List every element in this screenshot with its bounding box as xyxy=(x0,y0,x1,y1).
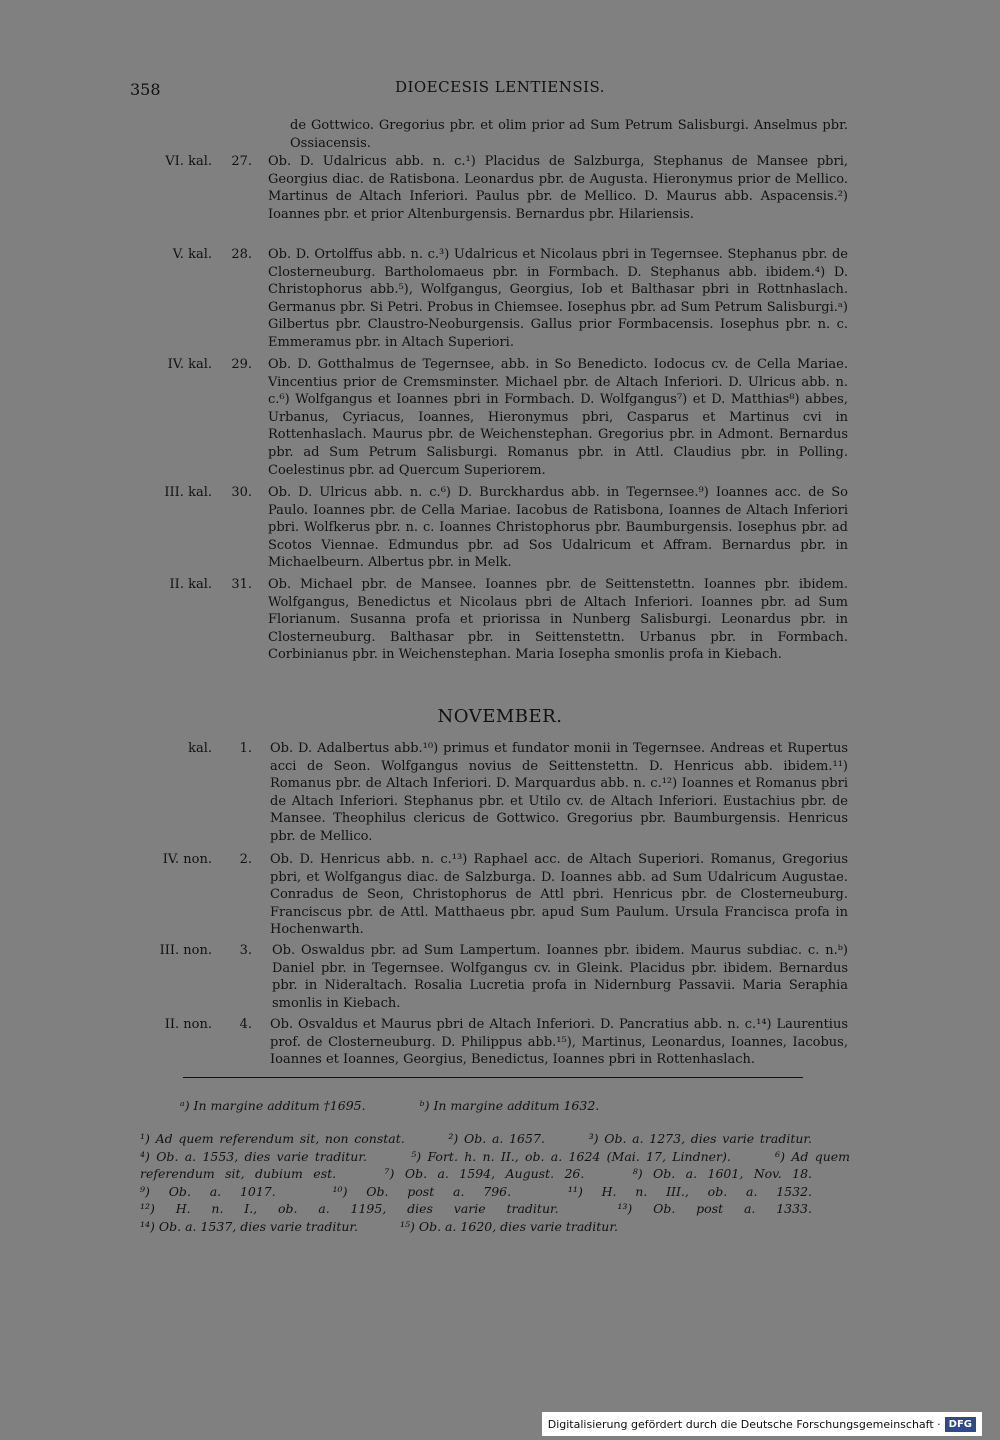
entry-date-label: V. kal. xyxy=(172,247,212,262)
entry-date-label: kal. xyxy=(188,741,212,756)
entry-day-number: 3. xyxy=(239,943,252,958)
entry-text: Ob. D. Udalricus abb. n. c.¹) Placidus de Salzburga, Stephanus de Mansee pbri, Georgius diac. de Ratisbona. Leonardus pbr. de Augusta. Hieronymus prior de Mellico. Martinus de Altach Inferiori. Paulus pbr. de Mellico. D. Maurus abb. Aspacensis.²) Ioannes pbr. et prior Altenburgensis. Bernardus pbr. Hilariensis. xyxy=(268,154,848,222)
footnote-10: ¹⁰) Ob. post a. 796. xyxy=(332,1183,512,1199)
entry-date-label: III. kal. xyxy=(164,485,212,500)
entry-text: Ob. Michael pbr. de Mansee. Ioannes pbr. de Seittenstettn. Ioannes pbr. ibidem. Wolfgangus, Benedictus et Nicolaus pbri de Altach Inferiori. Ioannes pbr. ad Sum Florianum. Susanna profa et priorissa in Nunberg Salisburgi. Leonardus pbr. in Closterneuburg. Balthasar pbr. in Seittenstettn. Urbanus pbr. in Formbach. Corbinianus pbr. in Weichenstephan. Maria Iosepha smonlis profa in Kiebach. xyxy=(268,577,848,663)
footnote-5: ⁵) Fort. h. n. II., ob. a. 1624 (Mai. 17, Lindner). xyxy=(411,1148,731,1164)
footnote-15: ¹⁵) Ob. a. 1620, dies varie traditur. xyxy=(399,1218,618,1234)
footnote-b: ᵇ) In margine additum 1632. xyxy=(419,1098,600,1113)
entry-date-label: II. kal. xyxy=(169,577,212,592)
entry-day-number: 4. xyxy=(239,1017,252,1032)
footnote-3: ³) Ob. a. 1273, dies varie traditur. xyxy=(588,1131,812,1146)
footnote-1: ¹) Ad quem referendum sit, non constat. xyxy=(140,1131,405,1146)
footnote-a: ᵃ) In margine additum †1695. xyxy=(180,1098,366,1113)
entry-date-label: VI. kal. xyxy=(165,154,212,169)
footnote-6: ⁶) Ad quem referendum sit, dubium est. xyxy=(140,1148,850,1182)
footnote-13: ¹³) Ob. post a. 1333. xyxy=(617,1201,812,1217)
entry-date-label: IV. non. xyxy=(162,852,212,867)
entry-day-number: 29. xyxy=(231,357,252,372)
funding-text: Digitalisierung gefördert durch die Deutsche Forschungsgemeinschaft · xyxy=(547,1417,941,1431)
footnote-divider xyxy=(183,1077,803,1078)
entry-day-number: 31. xyxy=(231,577,252,592)
dfg-logo: DFG xyxy=(945,1417,976,1432)
footnote-12: ¹²) H. n. I., ob. a. 1195, dies varie traditur. xyxy=(140,1201,559,1217)
entry-date-label: IV. kal. xyxy=(167,357,212,372)
entry-text: Ob. D. Henricus abb. n. c.¹³) Raphael acc. de Altach Superiori. Romanus, Gregorius pbri, et Wolfgangus diac. de Salzburga. D. Ioannes abb. ad Sum Udalricum Augustae. Conradus de Seon, Christophorus de Attl pbri. Henricus pbr. de Closterneuburg. Franciscus pbr. de Attl. Matthaeus pbr. apud Sum Paulum. Ursula Francisca profa in Hochenwarth. xyxy=(270,852,848,938)
running-head: DIOECESIS LENTIENSIS. xyxy=(394,78,606,96)
entry-text: Ob. Oswaldus pbr. ad Sum Lampertum. Ioannes pbr. ibidem. Maurus subdiac. c. n.ᵇ) Daniel pbr. in Tegernsee. Wolfgangus cv. in Gleink. Placidus pbr. ibidem. Bernardus pbr. in Nideraltach. Rosalia Lucretia profa in Nidernburg Passavii. Maria Seraphia smonlis in Kiebach. xyxy=(272,943,848,1011)
footnote-9: ⁹) Ob. a. 1017. xyxy=(140,1183,276,1199)
footnote-4: ⁴) Ob. a. 1553, dies varie traditur. xyxy=(140,1148,367,1164)
month-heading: NOVEMBER. xyxy=(437,706,563,727)
entry-date-label: III. non. xyxy=(159,943,212,958)
footnote-8: ⁸) Ob. a. 1601, Nov. 18. xyxy=(632,1166,812,1182)
entry-text: Ob. D. Ulricus abb. n. c.⁶) D. Burckhardus abb. in Tegernsee.⁹) Ioannes acc. de So Paulo. Ioannes pbr. de Cella Mariae. Iacobus de Ratisbona, Ioannes de Altach Inferiori pbri. Wolfkerus pbr. n. c. Ioannes Christophorus pbr. Baumburgensis. Iosephus pbr. ad Scotos Viennae. Edmundus pbr. ad Sos Udalricum et Affram. Bernardus pbr. in Michaelbeurn. Albertus pbr. in Melk. xyxy=(268,485,848,571)
funding-banner xyxy=(542,1412,982,1436)
footnote-11: ¹¹) H. n. III., ob. a. 1532. xyxy=(567,1183,812,1199)
footnote-2: ²) Ob. a. 1657. xyxy=(448,1131,545,1146)
entry-day-number: 27. xyxy=(231,154,252,169)
entry-day-number: 28. xyxy=(231,247,252,262)
footnote-14: ¹⁴) Ob. a. 1537, dies varie traditur. xyxy=(140,1218,358,1234)
continuation-text: de Gottwico. Gregorius pbr. et olim prior ad Sum Petrum Salisburgi. Anselmus pbr. Ossiacensis. xyxy=(290,118,848,151)
entry-text: Ob. Osvaldus et Maurus pbri de Altach Inferiori. D. Pancratius abb. n. c.¹⁴) Laurentius prof. de Closterneuburg. D. Philippus abb.¹⁵), Martinus, Leonardus, Ioannes, Iacobus, Ioannes et Ioannes, Georgius, Benedictus, Ioannes pbri in Rottenhaslach. xyxy=(270,1017,848,1068)
entry-text: Ob. D. Ortolffus abb. n. c.³) Udalricus et Nicolaus pbri in Tegernsee. Stephanus pbr. de Closterneuburg. Bartholomaeus pbr. in Formbach. D. Stephanus abb. ibidem.⁴) D. Christophorus abb.⁵), Wolfgangus, Georgius, Iob et Balthasar pbri in Rottnhaslach. Germanus pbr. Si Petri. Probus in Chiemsee. Iosephus pbr. ad Sum Petrum Salisburgi.ᵃ) Gilbertus pbr. Claustro-Neoburgensis. Gallus prior Formbacensis. Iosephus pbr. n. c. Emmeramus pbr. in Altach Superiori. xyxy=(268,247,848,350)
entry-text: Ob. D. Adalbertus abb.¹⁰) primus et fundator monii in Tegernsee. Andreas et Rupertus acci de Seon. Wolfgangus novius de Seittenstettn. D. Henricus abb. ibidem.¹¹) Romanus pbr. de Altach Inferiori. D. Marquardus abb. n. c.¹²) Ioannes et Romanus pbri de Altach Inferiori. Stephanus pbr. et Utilo cv. de Altach Inferiori. Eustachius pbr. de Mansee. Theophilus clericus de Gottwico. Gregorius pbr. Baumburgensis. Henricus pbr. de Mellico. xyxy=(270,741,848,844)
numbered-footnotes xyxy=(140,1130,850,1236)
page-number: 358 xyxy=(130,80,161,99)
entry-date-label: II. non. xyxy=(164,1017,212,1032)
entry-text: Ob. D. Gotthalmus de Tegernsee, abb. in So Benedicto. Iodocus cv. de Cella Mariae. Vincentius prior de Cremsminster. Michael pbr. de Altach Inferiori. D. Ulricus abb. n. c.⁶) Wolfgangus et Ioannes pbri in Formbach. D. Wolfgangus⁷) et D. Matthias⁸) abbes, Urbanus, Cyriacus, Ioannes, Hieronymus pbri, Casparus et Martinus cvi in Rottenhaslach. Maurus pbr. de Weichenstephan. Gregorius pbr. in Admont. Bernardus pbr. ad Sum Petrum Salisburgi. Romanus pbr. in Attl. Claudius pbr. in Polling. Coelestinus pbr. ad Quercum Superiorem. xyxy=(268,357,848,478)
entry-day-number: 30. xyxy=(231,485,252,500)
footnote-7: ⁷) Ob. a. 1594, August. 26. xyxy=(384,1166,585,1182)
entry-day-number: 2. xyxy=(239,852,252,867)
entry-day-number: 1. xyxy=(239,741,252,756)
letter-footnotes xyxy=(180,1098,649,1113)
